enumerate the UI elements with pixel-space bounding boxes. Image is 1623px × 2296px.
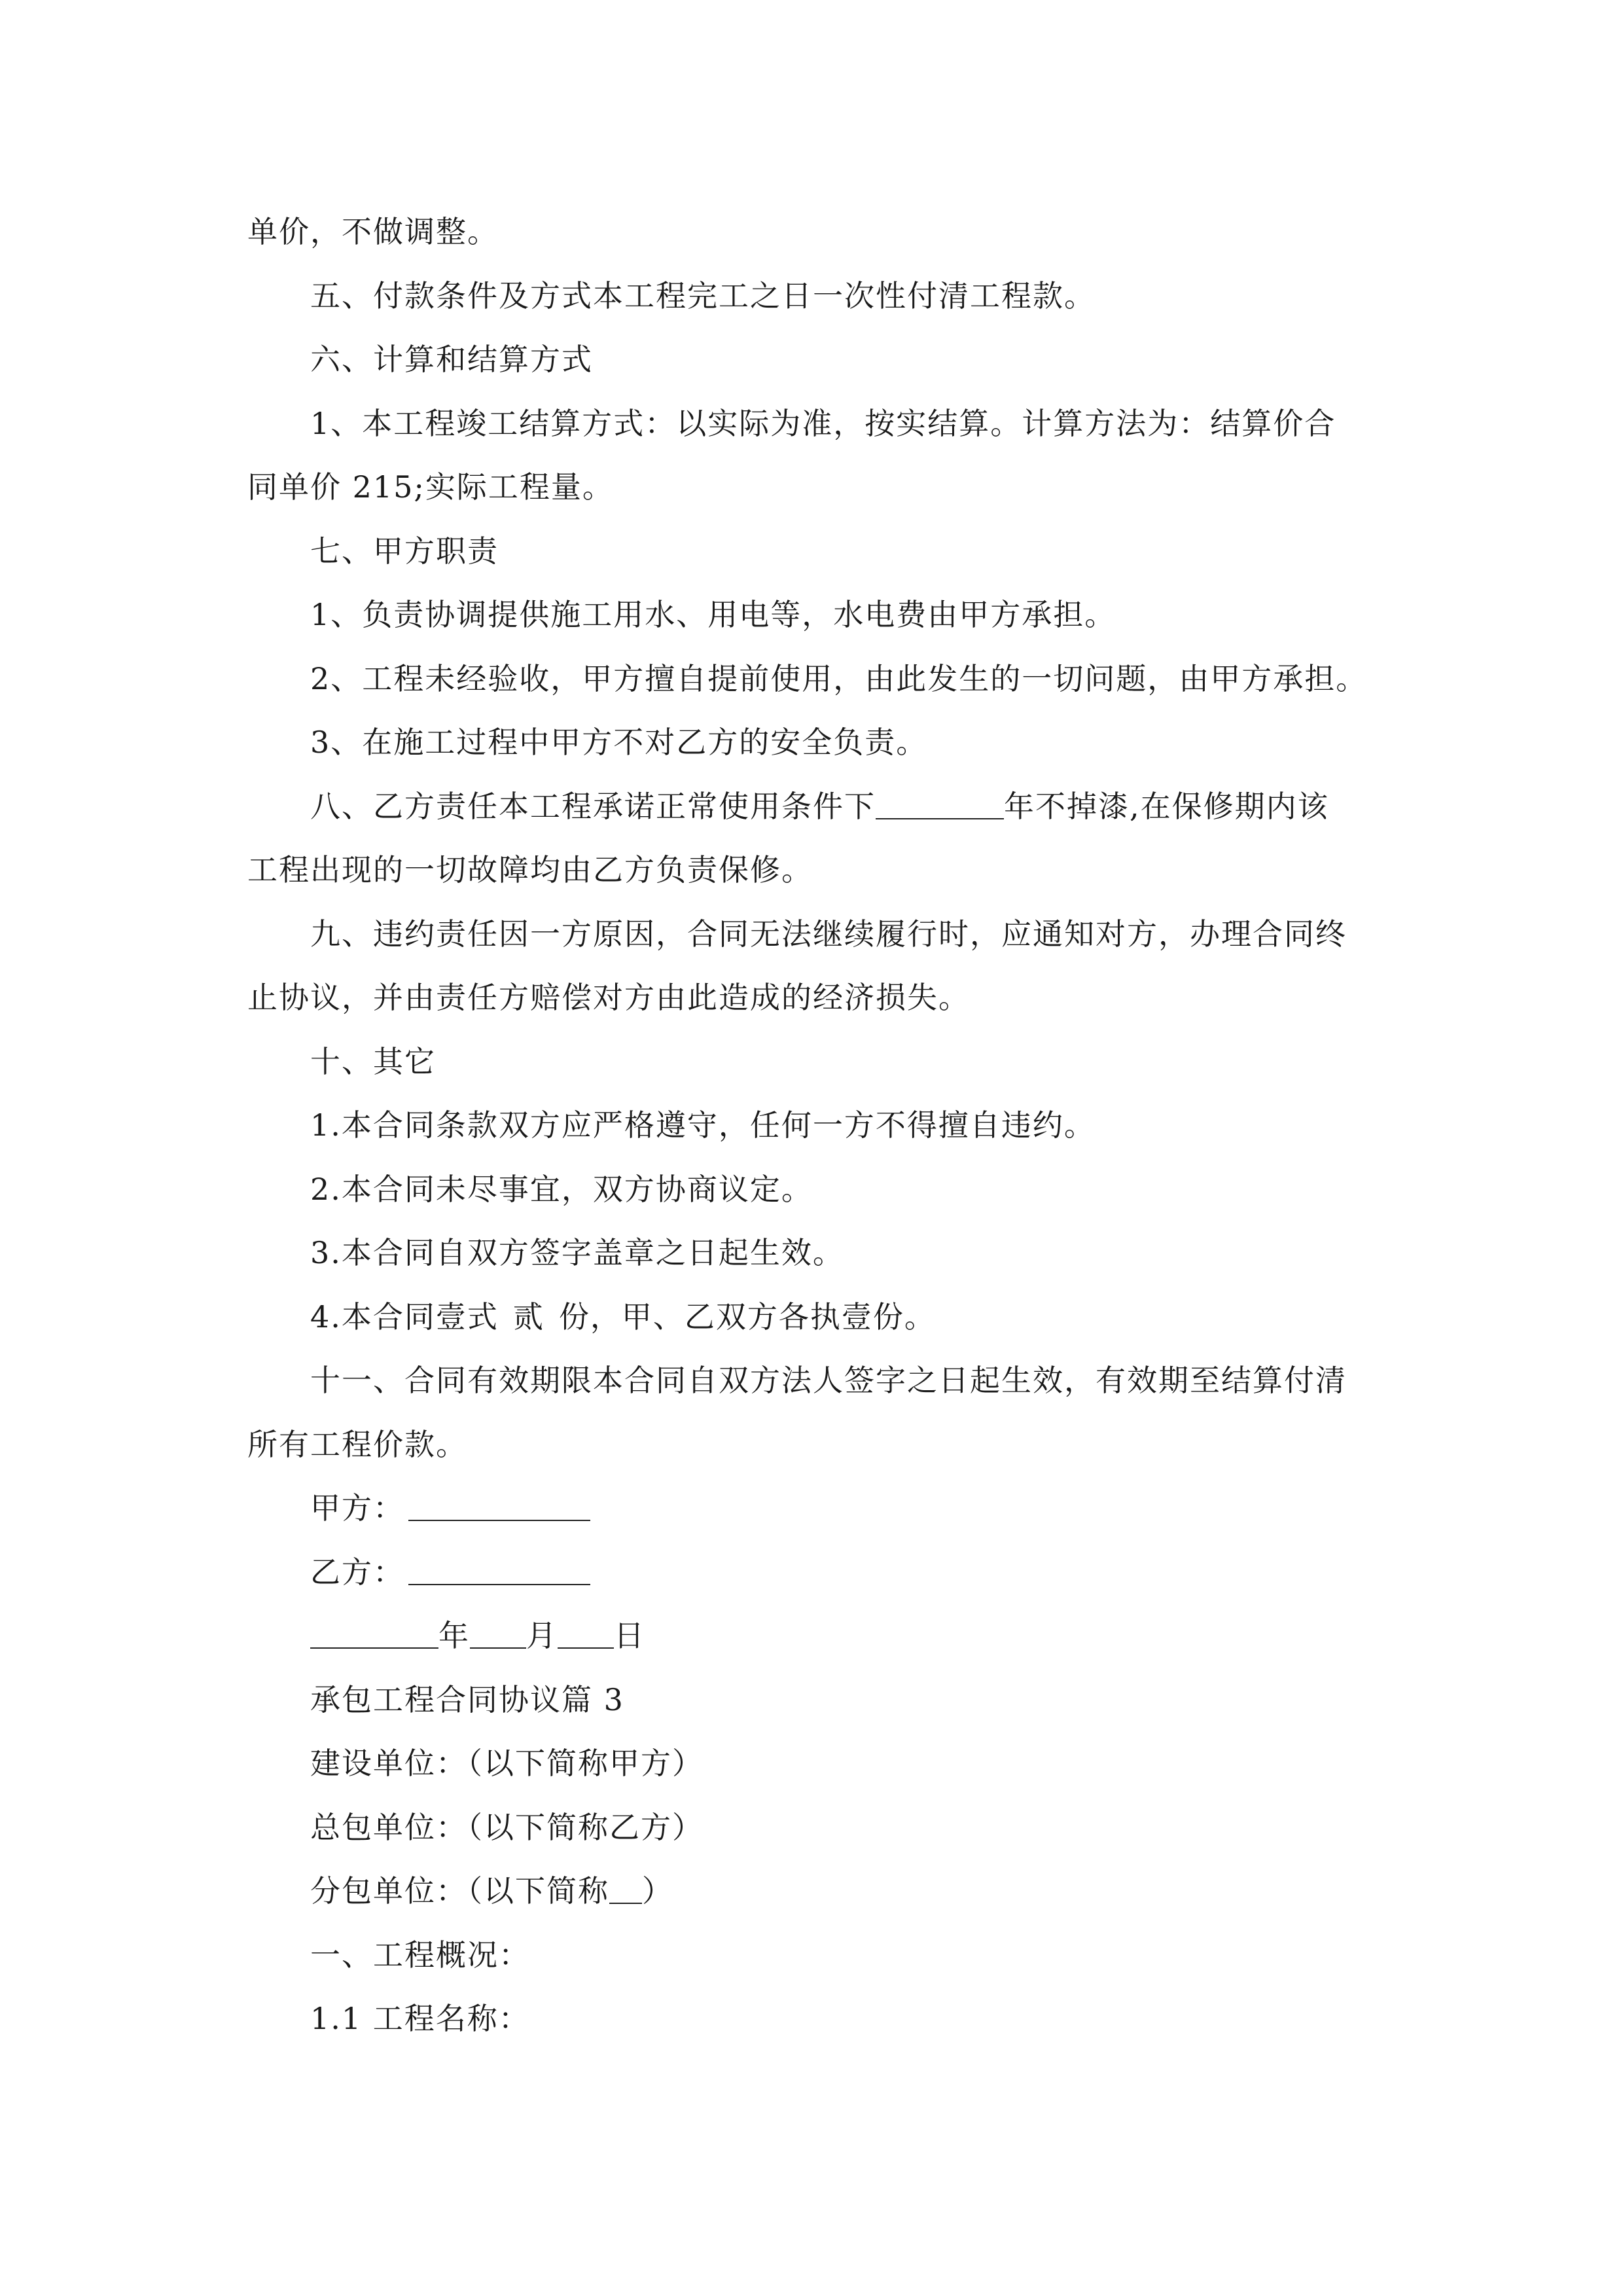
abbrev-field[interactable]: [609, 1876, 642, 1904]
section-nine-line: 九、违约责任因一方原因，合同无法继续履行时，应通知对方，办理合同终: [310, 916, 1347, 952]
subcontractor-line: [247, 1859, 1386, 1924]
party-a-field[interactable]: [408, 1494, 590, 1521]
text-line: 工程出现的一切故障均由乙方负责保修。: [247, 852, 813, 888]
text-line: 所有工程价款。: [247, 1426, 467, 1462]
text-line: 单价，不做调整。: [247, 214, 499, 249]
day-label: 日: [614, 1618, 645, 1653]
section-seven-heading: 七、甲方职责: [310, 533, 499, 569]
party-a-signature: [247, 1477, 1386, 1541]
section-five-payment: 五、付款条件及方式本工程完工之日一次性付清工程款。: [310, 278, 1096, 314]
text-span: 年不掉漆,在保修期内该: [1004, 788, 1329, 824]
text-line: 3、在施工过程中甲方不对乙方的安全负责。: [310, 725, 928, 760]
text-span: 4.本合同壹式: [310, 1299, 499, 1335]
clause-item: [247, 1285, 1386, 1350]
text-line: 1、本工程竣工结算方式：以实际为准，按实结算。计算方法为：结算价合: [310, 405, 1336, 441]
clause-item: 1.本合同条款双方应严格遵守，任何一方不得擅自违约。: [310, 1107, 1096, 1143]
blank-years-field[interactable]: [876, 792, 1004, 819]
party-b-label: 乙方：: [310, 1554, 404, 1590]
text-line: 1.1 工程名称：: [310, 2001, 530, 2036]
text-line: 1、负责协调提供施工用水、用电等，水电费由甲方承担。: [310, 597, 1116, 632]
clause-item: 3.本合同自双方签字盖章之日起生效。: [310, 1235, 844, 1270]
section-eight-line: [247, 775, 1386, 839]
month-field[interactable]: [470, 1621, 526, 1649]
year-field[interactable]: [310, 1621, 438, 1649]
section-ten-heading: 十、其它: [310, 1043, 436, 1079]
year-label: 年: [438, 1618, 470, 1653]
text-span: 八、乙方责任本工程承诺正常使用条件下: [310, 788, 876, 824]
text-span: 份，甲、乙双方各执壹份。: [558, 1299, 936, 1335]
text-line: 止协议，并由责任方赔偿对方由此造成的经济损失。: [247, 980, 970, 1015]
date-line: [247, 1604, 1386, 1668]
document-body: [247, 200, 1386, 2051]
text-line: 同单价 215;实际工程量。: [247, 469, 614, 505]
section-eleven-line: 十一、合同有效期限本合同自双方法人签字之日起生效，有效期至结算付清: [310, 1363, 1347, 1398]
day-field[interactable]: [558, 1621, 614, 1649]
text-line: 2、工程未经验收，甲方擅自提前使用，由此发生的一切问题，由甲方承担。: [310, 660, 1368, 696]
party-b-signature: [247, 1541, 1386, 1605]
text-span: 分包单位：（以下简称: [310, 1873, 609, 1909]
party-a-label: 甲方：: [310, 1490, 404, 1526]
text-line: 总包单位：（以下简称乙方）: [310, 1809, 704, 1845]
text-line: 建设单位：（以下简称甲方）: [310, 1746, 704, 1781]
section-six-heading: 六、计算和结算方式: [310, 342, 593, 377]
section-title: 承包工程合同协议篇 3: [310, 1681, 624, 1717]
text-span: 贰: [512, 1299, 544, 1335]
section-heading: 一、工程概况：: [310, 1937, 530, 1973]
text-span: ）: [642, 1873, 673, 1909]
month-label: 月: [526, 1618, 558, 1653]
party-b-field[interactable]: [408, 1558, 590, 1585]
clause-item: 2.本合同未尽事宜，双方协商议定。: [310, 1171, 813, 1207]
